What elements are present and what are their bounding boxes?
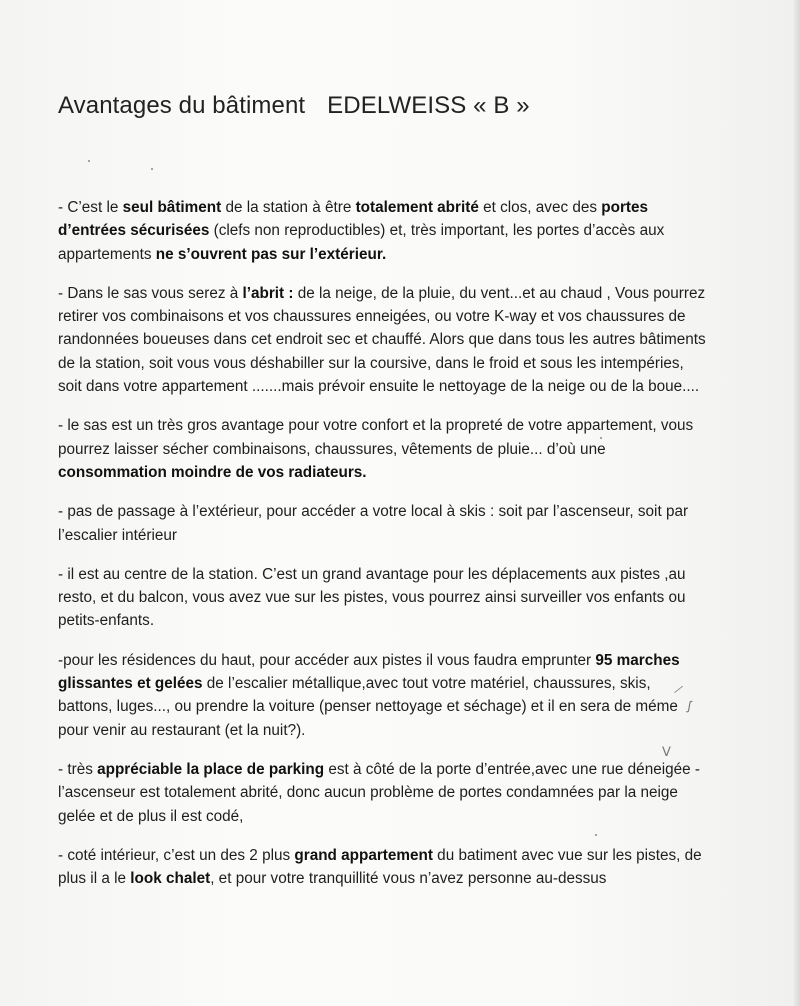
paragraph-1 [58, 196, 708, 266]
paragraph-3-bold: consommation moindre de vos radiateurs. [58, 463, 367, 481]
paragraph-8-bold: grand appartement [294, 846, 433, 864]
paragraph-7 [58, 758, 708, 828]
paragraph-1-text: et clos, avec des [478, 199, 602, 216]
paragraph-2 [58, 282, 708, 398]
paragraph-2-text: de la neige, de la pluie, du vent...et au chaud , Vous pourrez retirer vos combinaisons et vos chaussures enneigées, ou votre K-way et vos chaussures de randonnées boueuses dans cet endroit sec et chauffé. Alors que dans tous les autres bâtiments de la station, soit vous vous déshabiller sur la coursive, dans le froid et sous les intempéries, soit dans votre appartement .......mais prévoir ensuite le nettoyage de la neige ou de la boue.... [58, 284, 706, 396]
scan-speck [600, 437, 602, 439]
paragraph-1-text: - C’est le [58, 199, 123, 216]
pen-mark: ⁄ [675, 682, 683, 697]
pen-mark: ᐯ [662, 744, 671, 759]
document-body [58, 196, 708, 906]
paragraph-8 [58, 844, 708, 891]
paragraph-7-bold: appréciable la place de parking [97, 760, 325, 778]
document-title [58, 92, 530, 120]
paragraph-1-bold: seul bâtiment [122, 199, 222, 216]
scan-speck [595, 834, 597, 836]
title-text: Avantages du bâtiment [58, 92, 306, 119]
scan-speck [151, 168, 153, 170]
paragraph-3 [58, 414, 708, 484]
paragraph-7-text: - très [58, 760, 98, 778]
paragraph-2-bold: l’abrit : [242, 284, 294, 302]
paragraph-1-bold: portes d’entrées sécurisées [58, 199, 649, 240]
paragraph-6-bold: 95 marches glissantes et gelées [58, 651, 680, 693]
paragraph-1-text: de la station à être [221, 199, 356, 216]
paragraph-6-text: -pour les résidences du haut, pour accéder aux pistes il vous faudra emprunter [58, 651, 596, 669]
paragraph-3-text: - le sas est un très gros avantage pour votre confort et la propreté de votre appartement, vous pourrez laisser sécher combinaisons, chaussures, vêtements de pluie... d’où une [58, 417, 694, 458]
paragraph-8-text: , et pour votre tranquillité vous n’avez personne au-dessus [210, 870, 607, 888]
scan-speck [88, 160, 90, 162]
paragraph-1-text: (clefs non reproductibles) et, très important, les portes d’accès aux appartements [58, 222, 665, 263]
paragraph-2-text: - Dans le sas vous serez à [58, 284, 243, 302]
paragraph-8-bold: look chalet [130, 870, 211, 888]
paragraph-5-text: - il est au centre de la station. C’est un grand avantage pour les déplacements aux pistes ,au resto, et du balcon, vous avez vue sur les pistes, vous pourrez ainsi surveiller vos enfants ou petits-enfants. [58, 565, 686, 630]
page-edge-shadow [794, 0, 800, 1006]
paragraph-5 [58, 563, 708, 633]
pen-mark: ʃ [686, 697, 693, 714]
paragraph-6 [58, 649, 708, 742]
paragraph-1-bold: ne s’ouvrent pas sur l’extérieur. [155, 245, 387, 263]
paragraph-7-text: est à côté de la porte d’entrée,avec une rue déneigée - l’ascenseur est totalement abrité, donc aucun problème de portes condamnées par la neige gelée et de plus il est codé, [58, 760, 700, 825]
paragraph-6-text: de l’escalier métallique,avec tout votre matériel, chaussures, skis, battons, luges..., ou prendre la voiture (penser nettoyage et séchage) et il en sera de méme pour venir au restaurant (et la nuit?). [58, 675, 678, 739]
paragraph-4-text: - pas de passage à l’extérieur, pour accéder a votre local à skis : soit par l’ascenseur, soit par l’escalier intérieur [58, 503, 689, 544]
paragraph-4 [58, 500, 708, 547]
paragraph-8-text: du batiment avec vue sur les pistes, de plus il a le [58, 846, 702, 888]
paragraph-8-text: - coté intérieur, c’est un des 2 plus [58, 846, 295, 864]
title-building-name: EDELWEISS « B » [327, 92, 530, 119]
paragraph-1-bold: totalement abrité [355, 199, 479, 216]
